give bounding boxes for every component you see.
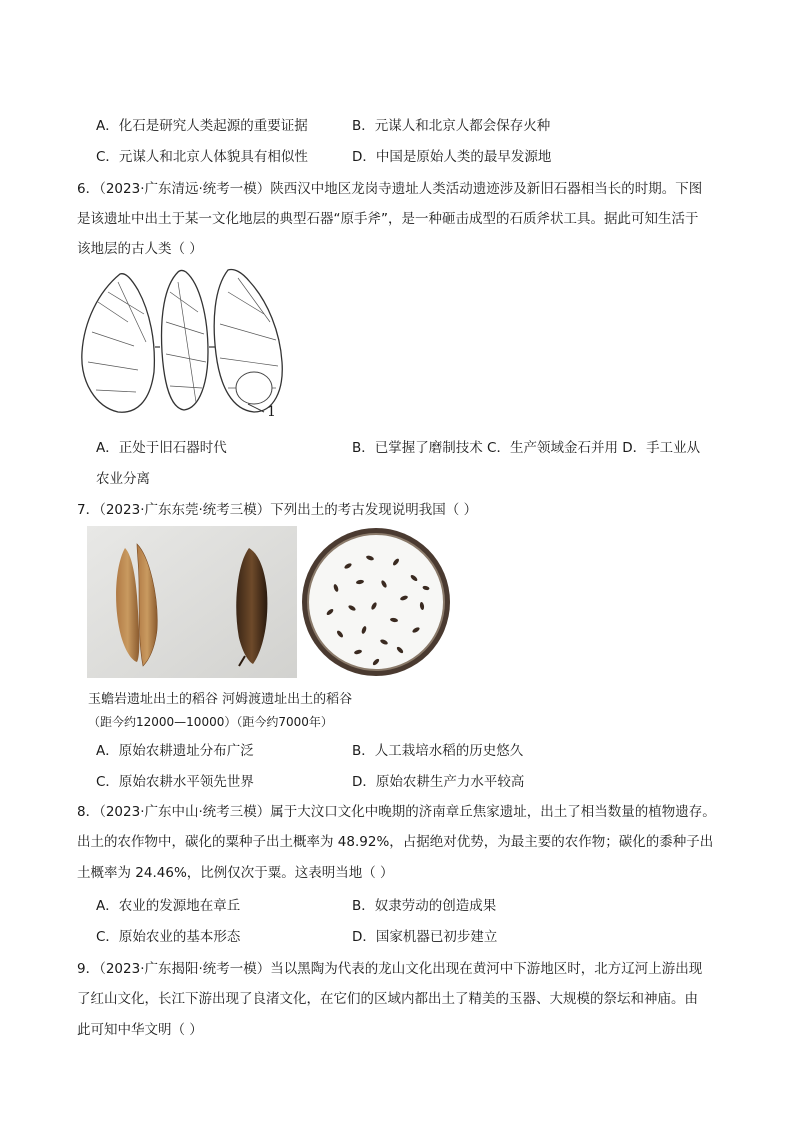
q9-stem-line-2: 了红山文化，长江下游出现了良渚文化，在它们的区域内都出土了精美的玉器、大规模的祭坛和神庙。由 <box>77 991 698 1007</box>
q6-options-b-c-d: B．已掌握了磨制技术 C．生产领域金石并用 D．手工业从 <box>352 440 701 456</box>
q6-figure-label: 1 <box>267 404 276 420</box>
q7-option-c: C．原始农耕水平领先世界 <box>96 774 254 790</box>
q7-caption: 玉蟾岩遗址出土的稻谷 河姆渡遗址出土的稻谷 <box>88 692 353 707</box>
q8-stem-line-1: 8．（2023·广东中山·统考三模）属于大汶口文化中晚期的济南章丘焦家遗址，出土了相当数量的植物遗存。 <box>77 804 716 820</box>
q9-stem-line-1: 9．（2023·广东揭阳·统考一模）当以黑陶为代表的龙山文化出现在黄河中下游地区时，北方辽河上游出现 <box>77 961 703 977</box>
q8-stem-line-3: 土概率为 24.46%，比例仅次于粟。这表明当地（ ） <box>77 865 394 881</box>
yuchanyan-rice-photo <box>87 526 297 678</box>
hemudu-rice-photo <box>300 526 452 678</box>
q6-stem-line-2: 是该遗址中出土于某一文化地层的典型石器“原手斧”，是一种砸击成型的石质斧状工具。据此可知生活于 <box>77 211 699 227</box>
q5-option-c: C．元谋人和北京人体貌具有相似性 <box>96 149 308 165</box>
hand-axe-figure <box>78 262 293 422</box>
q6-option-a: A．正处于旧石器时代 <box>96 440 227 456</box>
q9-stem-line-3: 此可知中华文明（ ） <box>77 1022 203 1038</box>
q8-stem-line-2: 出土的农作物中，碳化的粟种子出土概率为 48.92%，占据绝对优势，为最主要的农作物；碳化的黍种子出 <box>77 834 714 850</box>
q5-option-a: A．化石是研究人类起源的重要证据 <box>96 118 308 134</box>
q7-caption-dates: （距今约12000—10000）（距今约7000年） <box>88 715 333 729</box>
q5-option-d: D．中国是原始人类的最早发源地 <box>352 149 552 165</box>
q7-option-d: D．原始农耕生产力水平较高 <box>352 774 525 790</box>
q8-option-c: C．原始农业的基本形态 <box>96 929 241 945</box>
q7-stem: 7．（2023·广东东莞·统考三模）下列出土的考古发现说明我国（ ） <box>77 502 478 518</box>
q8-option-d: D．国家机器已初步建立 <box>352 929 498 945</box>
q5-option-b: B．元谋人和北京人都会保存火种 <box>352 118 551 134</box>
q8-option-b: B．奴隶劳动的创造成果 <box>352 898 497 914</box>
q8-option-a: A．农业的发源地在章丘 <box>96 898 241 914</box>
q7-option-a: A．原始农耕遗址分布广泛 <box>96 743 254 759</box>
q6-stem-line-3: 该地层的古人类（ ） <box>77 241 203 257</box>
q7-option-b: B．人工栽培水稻的历史悠久 <box>352 743 524 759</box>
q6-option-d-cont: 农业分离 <box>96 471 150 487</box>
q6-stem-line-1: 6．（2023·广东清远·统考一模）陕西汉中地区龙岗寺遗址人类活动遗迹涉及新旧石器相当长的时期。下图 <box>77 181 703 197</box>
